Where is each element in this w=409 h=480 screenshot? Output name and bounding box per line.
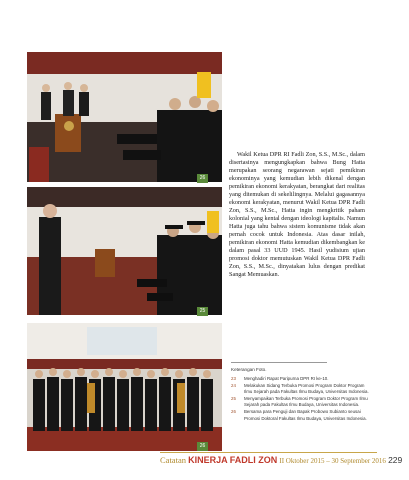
caption-number: 23 (231, 376, 236, 381)
caption-number: 24 (231, 382, 236, 388)
caption-item (231, 396, 371, 409)
caption-text: Melakukan Sidang Terbuka Promosi Program Doktor Program Ilmu Sejarah pada Fakultas Ilmu Budaya, Universitas Indonesia. (244, 382, 369, 395)
defense-photo-image (27, 187, 222, 315)
caption-item (231, 383, 371, 396)
page-footer (160, 455, 403, 465)
caption-divider (231, 362, 327, 363)
footer-divider (160, 452, 377, 453)
caption-text: Menyampaikan Terbuka Promosi Program Doktor Program Ilmu Sejarah pada Fakultas Ilmu Budaya, Universitas Indonesia. (244, 396, 368, 408)
page-number: 229 (388, 455, 403, 465)
caption-list (231, 376, 371, 422)
caption-title: Keterangan Foto. (231, 367, 267, 372)
footer-brand: KINERJA FADLI ZON (188, 455, 278, 465)
photo-plenary-session (27, 52, 222, 182)
photo-number-badge: 25 (197, 307, 208, 316)
caption-item (231, 409, 371, 422)
caption-number: 26 (231, 409, 236, 415)
caption-item (231, 376, 371, 382)
photo-number-badge: 26 (197, 174, 208, 183)
article-paragraph: Wakil Ketua DPR RI Fadli Zon, S.S., M.Sc., dalam disertasinya mengungkapkan bahwa Bung Hatta merupakan seorang negarawan sejati pemikiran ekonominya yang kemudian lebih dikenal dengan pemikiran ekonomi kerakyatan, berangkat dari realitas yang ditemukan di sekelilingnya. Melalui gagasannya ekonomi kerakyatan, menurut Wakil Ketua DPR Fadli Zon, S.S., M.Sc., Hatta ingin mengkritik paham kolonial yang kental dengan ideologi kapitalis. Namun Hatta juga tahu bahwa sistem komunisme tidak akan pernah cocok untuk Indonesia. Atas dasar inilah, pemikiran ekonomi Hatta kemudian dikembangkan ke dalam pasal 33 UUD 1945. Hasil yudisium ujian promosi doktor memutuskan Wakil Ketua DPR Fadli Zon, S.S., M.Sc., dinyatakan lulus dengan predikat Sangat Memuaskan. (229, 151, 365, 278)
photo-doctoral-defense (27, 187, 222, 315)
photo-number-badge: 26 (197, 442, 208, 451)
footer-prefix: Catatan (160, 455, 186, 465)
caption-text: Bersama para Penguji dan Bapak Probowo Subianto seusai Promosi Doktoral Fakultas Ilmu Budaya, Universitas Indonesia. (244, 409, 367, 421)
photo-group-portrait (27, 323, 222, 451)
caption-text: Menghadiri Rapat Paripurna DPR RI ke-10. (244, 376, 329, 381)
group-photo-image (27, 323, 222, 451)
footer-dates: II Oktober 2015 – 30 September 2016 (279, 457, 386, 465)
caption-number: 25 (231, 396, 236, 402)
plenary-photo-image (27, 52, 222, 182)
